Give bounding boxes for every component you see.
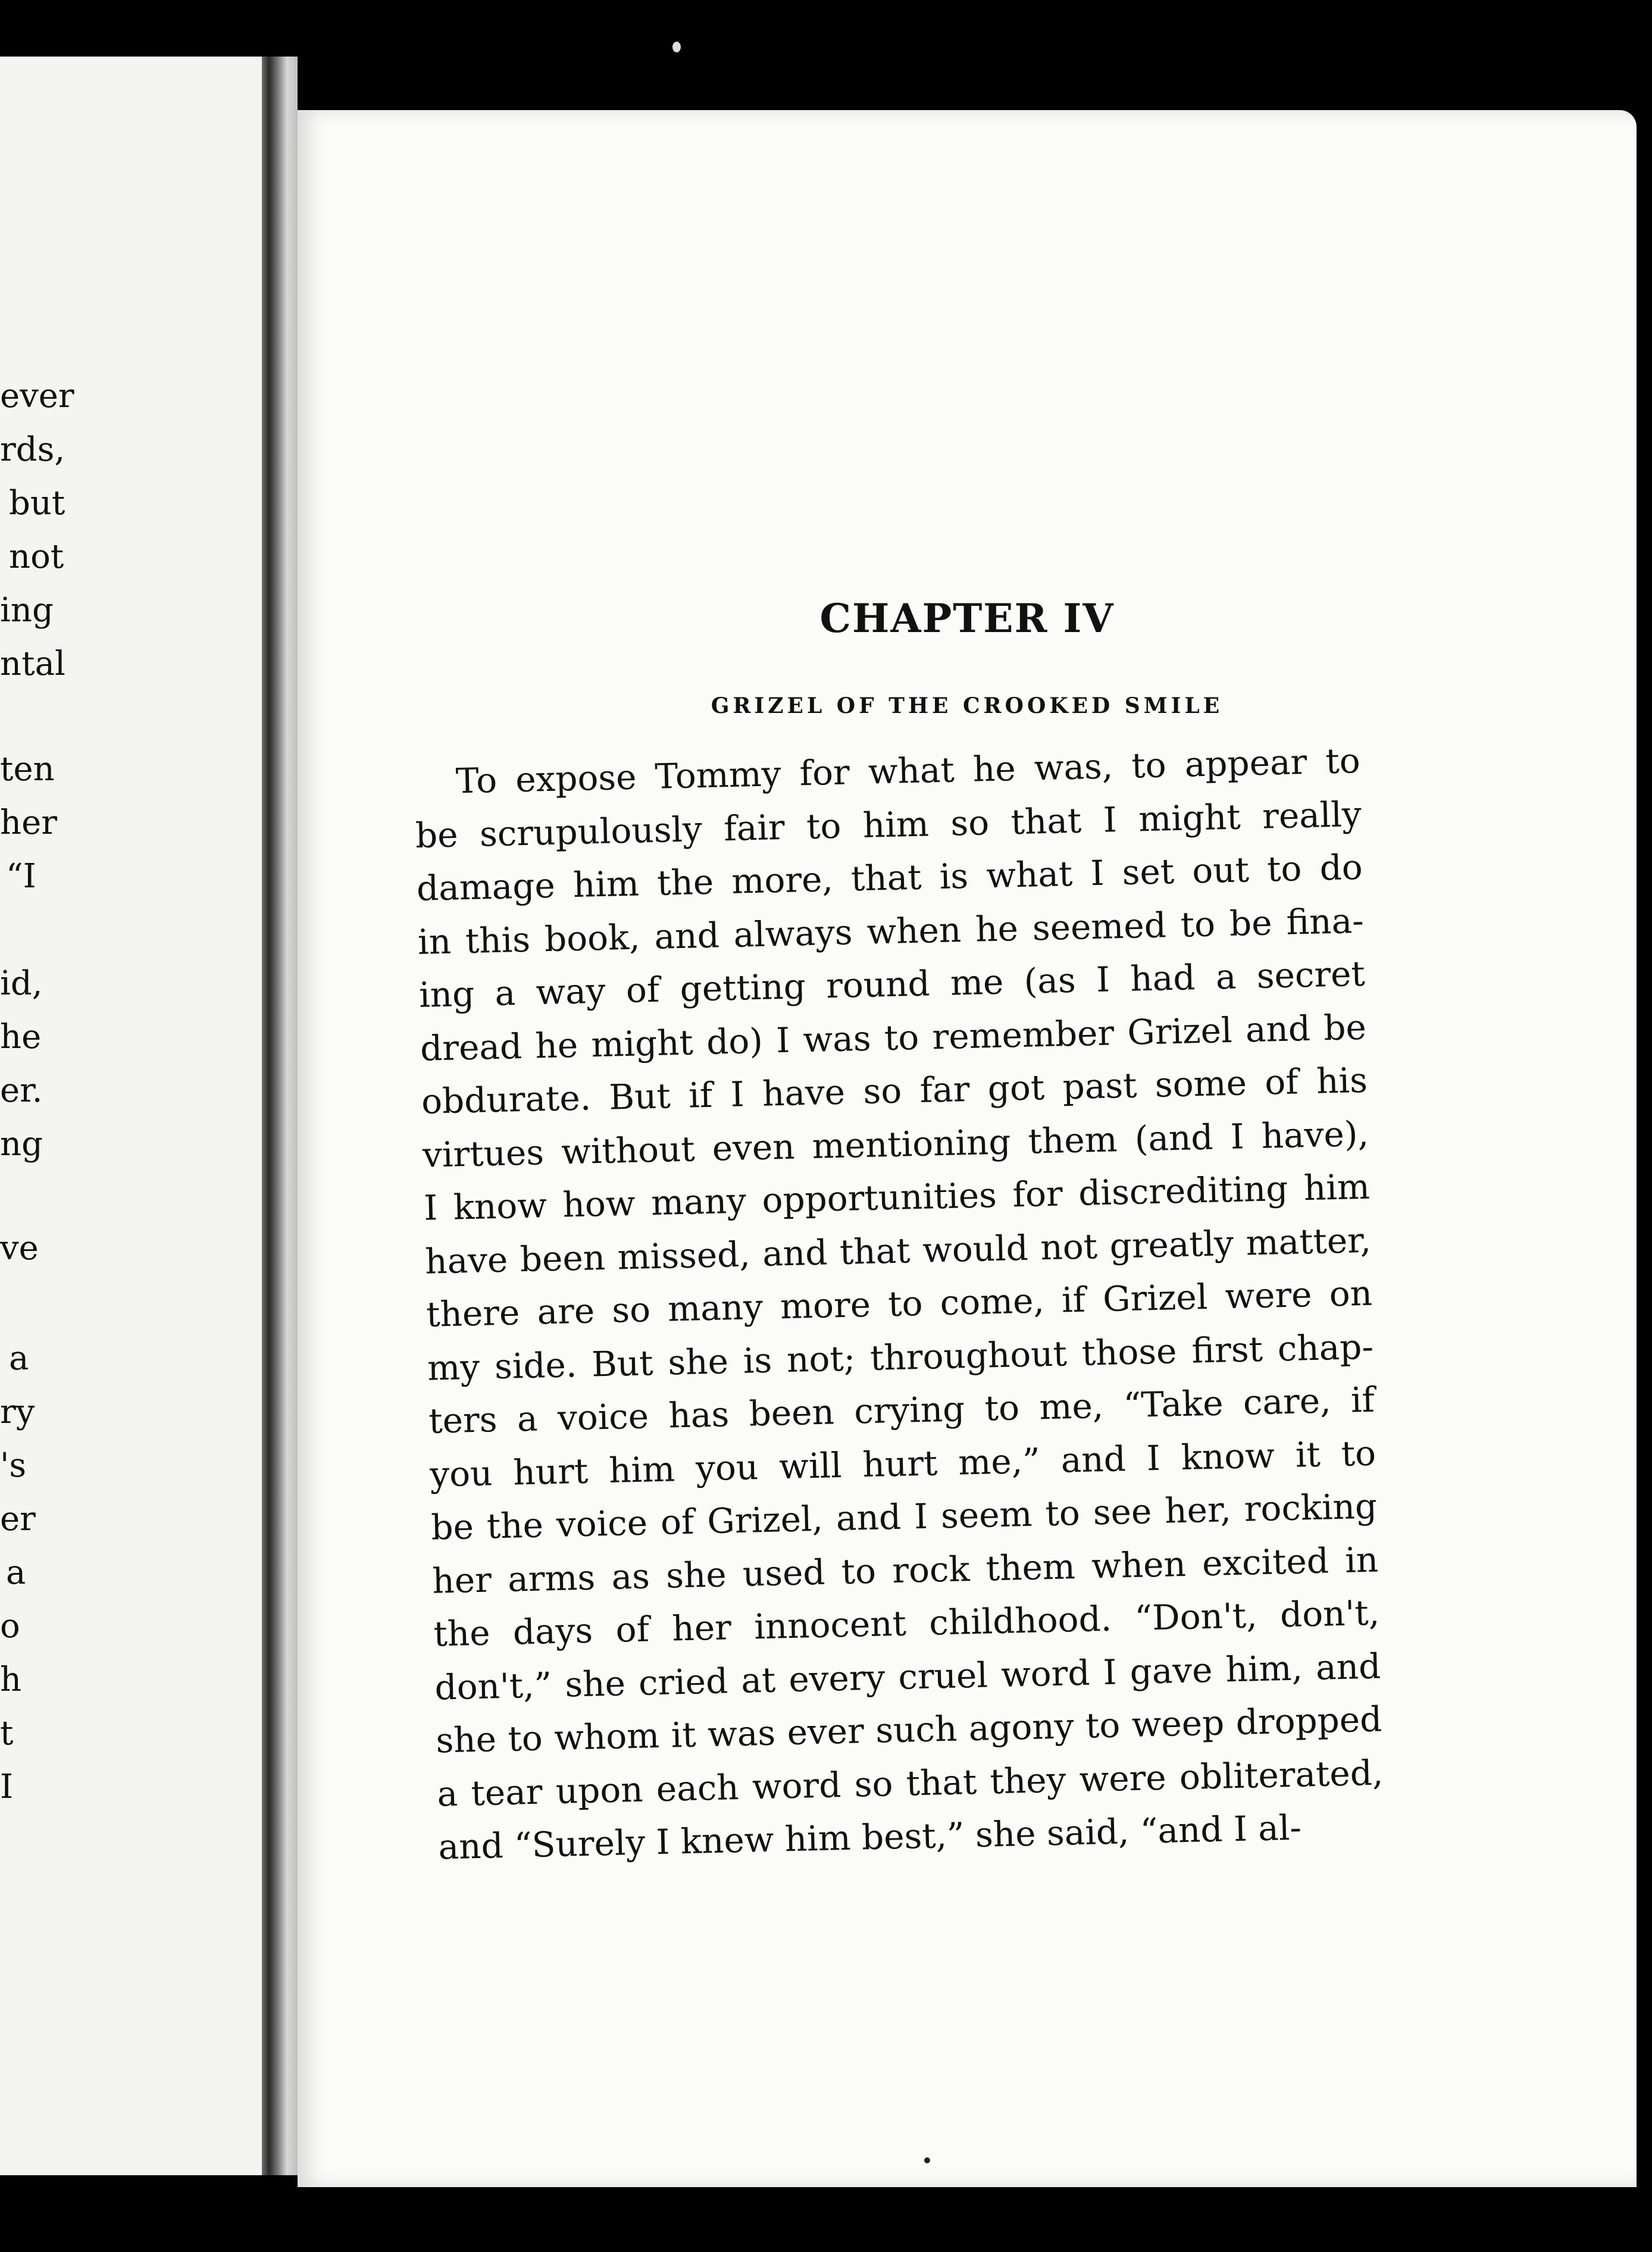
text-line: don't,” she cried at every cruel word I gave him, and	[434, 1646, 1381, 1708]
text-line: be scrupulously fair to him so that I might really	[415, 793, 1362, 856]
text-line: ters a voice has been crying to me, “Take care, if	[428, 1379, 1375, 1441]
left-fragment: t	[0, 1714, 14, 1753]
text-line: have been missed, and that would not greatly matter,	[424, 1219, 1372, 1282]
left-fragment: o	[0, 1607, 20, 1646]
right-page	[298, 110, 1637, 2187]
text-line: dread he might do) I was to remember Grizel and be	[420, 1006, 1367, 1069]
chapter-subtitle: GRIZEL OF THE CROOKED SMILE	[711, 693, 1224, 718]
text-line: the days of her innocent childhood. “Don't, don't,	[433, 1592, 1380, 1654]
left-fragment: h	[0, 1660, 22, 1699]
left-fragment: ve	[0, 1229, 39, 1268]
left-fragment: I	[0, 1768, 14, 1806]
body-text	[414, 734, 1385, 1874]
text-line: To expose Tommy for what he was, to appear to	[455, 740, 1361, 802]
text-line: damage him the more, that is what I set out to do	[416, 846, 1363, 909]
left-fragment: ever	[0, 377, 74, 415]
left-fragment: “I	[6, 857, 36, 896]
text-line: I know how many opportunities for discrediting him	[423, 1166, 1371, 1228]
text-line: there are so many more to come, if Grizel were on	[425, 1272, 1373, 1335]
left-fragment: rds,	[0, 430, 65, 469]
text-line: in this book, and always when he seemed to be fina-	[417, 900, 1365, 962]
left-fragment: ry	[0, 1393, 35, 1431]
left-fragment: not	[9, 537, 64, 576]
text-line: a tear upon each word so that they were obliterated,	[436, 1751, 1384, 1815]
left-page	[0, 57, 262, 2175]
left-fragment: ng	[0, 1125, 43, 1163]
left-fragment: 's	[0, 1446, 27, 1485]
dust-speck	[672, 42, 681, 52]
chapter-title: CHAPTER IV	[819, 595, 1115, 642]
left-fragment: but	[9, 484, 65, 523]
left-fragment: er	[0, 1500, 36, 1538]
text-line: ing a way of getting round me (as I had a secret	[418, 953, 1366, 1015]
text-line: my side. But she is not; throughout those first chap-	[427, 1326, 1374, 1388]
left-fragment: he	[0, 1018, 42, 1056]
text-line: you hurt him you will hurt me,” and I know it to	[429, 1432, 1376, 1495]
text-line: she to whom it was ever such agony to weep dropped	[435, 1699, 1382, 1761]
left-fragment: id,	[0, 964, 43, 1003]
left-fragment: ing	[0, 591, 54, 630]
text-line: her arms as she used to rock them when excited in	[431, 1539, 1379, 1602]
dust-speck	[924, 2157, 930, 2163]
book-gutter	[262, 57, 298, 2175]
left-fragment: ntal	[0, 645, 65, 683]
left-fragment: her	[0, 803, 57, 842]
left-fragment: a	[6, 1553, 26, 1592]
left-fragment: a	[9, 1339, 29, 1378]
left-fragment: er.	[0, 1071, 43, 1110]
left-fragment: ten	[0, 750, 55, 789]
text-line: obdurate. But if I have so far got past some of his	[421, 1059, 1368, 1122]
text-line: and “Surely I knew him best,” she said, “and I al-	[437, 1807, 1302, 1868]
text-line: virtues without even mentioning them (and I have),	[422, 1113, 1369, 1175]
text-line: be the voice of Grizel, and I seem to see her, rocking	[430, 1485, 1378, 1548]
